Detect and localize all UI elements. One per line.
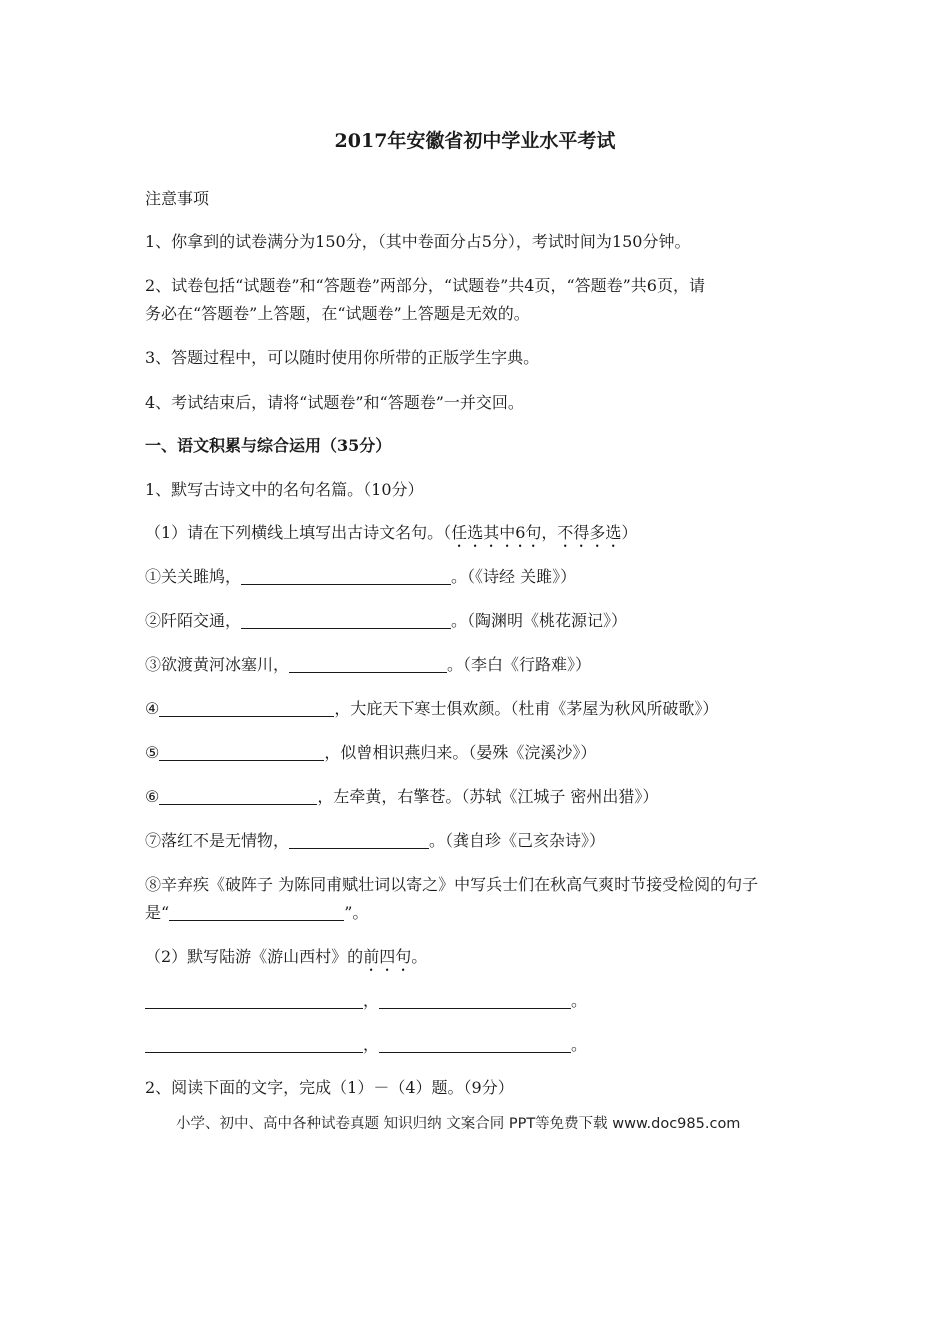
fill-line-8 <box>145 899 810 927</box>
fill-line-6 <box>145 783 810 811</box>
answer-blank[interactable] <box>169 919 344 921</box>
exam-title: 2017年安徽省初中学业水平考试 <box>334 130 616 152</box>
fill-line-text-after: 。（龚自珍《己亥杂诗》） <box>429 831 606 850</box>
fill-line-4 <box>145 695 810 723</box>
q1-1-suffix: ） <box>621 523 638 542</box>
q1-1-emphasis: 任选其中6句，不得多选 <box>451 523 622 542</box>
poem-blank-row-1 <box>145 987 810 1015</box>
section-heading: 一、语文积累与综合运用（35分） <box>145 436 392 455</box>
answer-blank[interactable] <box>159 759 324 761</box>
fill-line-text-before: ④ <box>145 699 160 718</box>
notice-item-4: 4、考试结束后，请将“试题卷”和“答题卷”一并交回。 <box>145 393 524 412</box>
question-1-part-2 <box>145 943 810 975</box>
answer-blank[interactable] <box>145 1051 363 1053</box>
fill-line-text-after: ，左牵黄，右擎苍。（苏轼《江城子 密州出猎》） <box>317 787 659 806</box>
fill-line-text-before: ⑦落红不是无情物， <box>145 831 290 850</box>
q1-1-prefix: （1）请在下列横线上填写出古诗文名句。（ <box>145 523 452 542</box>
answer-blank[interactable] <box>379 1007 571 1009</box>
fill-line-5 <box>145 739 810 767</box>
comma: ， <box>363 991 380 1010</box>
fill-line-8-text: ⑧辛弃疾《破阵子 为陈同甫赋壮词以寄之》中写兵士们在秋高气爽时节接受检阅的句子 <box>145 875 759 894</box>
comma: ， <box>363 1035 380 1054</box>
question-1: 1、默写古诗文中的名句名篇。（10分） <box>145 480 424 499</box>
answer-blank[interactable] <box>159 715 334 717</box>
fill-line-text-after: ，大庇天下寒士俱欢颜。（杜甫《茅屋为秋风所破歌》） <box>334 699 719 718</box>
q1-2-emphasis: 前四句 <box>363 947 412 966</box>
answer-blank[interactable] <box>145 1007 363 1009</box>
fill-line-text-before: ③欲渡黄河冰塞川， <box>145 655 290 674</box>
fill-line-text-before: ②阡陌交通， <box>145 611 242 630</box>
fill-line-3 <box>145 651 810 679</box>
fill-line-text-before: ⑤ <box>145 743 160 762</box>
q1-2-prefix: （2）默写陆游《游山西村》的 <box>145 947 364 966</box>
answer-blank[interactable] <box>241 627 451 629</box>
poem-blank-row-2 <box>145 1031 810 1059</box>
footer-ad: 小学、初中、高中各种试卷真题 知识归纳 文案合同 PPT等免费下载 www.doc985.com <box>176 1116 741 1132</box>
fill-line-text-after: ”。 <box>344 903 369 922</box>
notice-item-1: 1、你拿到的试卷满分为150分，（其中卷面分占5分），考试时间为150分钟。 <box>145 232 691 251</box>
fill-line-7 <box>145 827 810 855</box>
question-2: 2、阅读下面的文字，完成（1）－（4）题。（9分） <box>145 1078 514 1097</box>
fill-line-text-before: ⑥ <box>145 787 160 806</box>
answer-blank[interactable] <box>241 583 451 585</box>
fill-line-text-after: 。（《诗经 关雎》） <box>451 567 577 586</box>
fill-line-2 <box>145 607 810 635</box>
q1-2-suffix: 。 <box>411 947 428 966</box>
question-1-part-1 <box>145 519 810 551</box>
fill-line-1 <box>145 563 810 591</box>
answer-blank[interactable] <box>289 847 429 849</box>
fill-line-text-before: 是“ <box>145 903 170 922</box>
fill-line-text-after: 。（李白《行路难》） <box>447 655 592 674</box>
fill-line-text-before: ①关关雎鸠， <box>145 567 242 586</box>
period: 。 <box>571 991 588 1010</box>
fill-line-text-after: 。（陶渊明《桃花源记》） <box>451 611 628 630</box>
notice-heading: 注意事项 <box>145 189 210 208</box>
answer-blank[interactable] <box>379 1051 571 1053</box>
notice-item-3: 3、答题过程中，可以随时使用你所带的正版学生字典。 <box>145 348 540 367</box>
notice-item-2-line-2: 务必在“答题卷”上答题，在“试题卷”上答题是无效的。 <box>145 304 530 323</box>
answer-blank[interactable] <box>159 803 317 805</box>
answer-blank[interactable] <box>289 671 447 673</box>
notice-item-2-line-1: 2、试卷包括“试题卷”和“答题卷”两部分，“试题卷”共4页，“答题卷”共6页，请 <box>145 276 705 295</box>
fill-line-text-after: ，似曾相识燕归来。（晏殊《浣溪沙》） <box>324 743 597 762</box>
period: 。 <box>571 1035 588 1054</box>
